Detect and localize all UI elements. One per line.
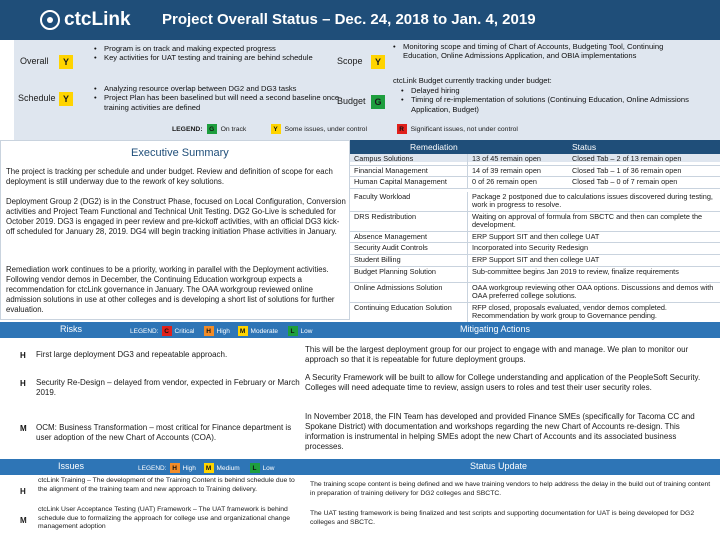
remediation-row — [350, 267, 720, 283]
risk-description: OCM: Business Transformation – most critical for Finance department is user adoption of the new Chart of Accounts (COA). — [36, 423, 292, 442]
remediation-status: RFP closed, proposals evaluated, vendor demos completed. Recommendation by work group to Governance pending. — [472, 302, 667, 320]
logo-text: ctcLink — [64, 9, 131, 30]
legend-text-critical: Critical — [174, 327, 195, 335]
remediation-status: ERP Support SIT and then college UAT — [472, 254, 600, 264]
remediation-item: DRS Redistribution — [350, 212, 468, 231]
schedule-bullet: • Analyzing resource overlap between DG2 and DG3 tasks — [94, 84, 344, 93]
legend-text-red: Significant issues, not under control — [410, 125, 518, 133]
legend-text-high: High — [182, 464, 196, 472]
budget-bullet: • Delayed hiring — [401, 86, 713, 95]
remediation-row — [350, 154, 720, 166]
legend-text-medium: Medium — [216, 464, 240, 472]
remediation-row — [350, 232, 720, 244]
risks-legend — [130, 326, 321, 336]
issue-level: M — [20, 516, 27, 525]
schedule-bullet: • Project Plan has been baselined but will need a second baseline once training activities are defined — [94, 93, 344, 112]
issue-status-update: The UAT testing framework is being finalized and test scripts and supporting documentation for UAT is being developed for DG2 colleges and SBCTC. — [310, 510, 695, 526]
risk-level: H — [20, 379, 26, 388]
remediation-heading: Remediation — [410, 142, 458, 152]
legend-text-yellow: Some issues, under control — [284, 125, 367, 133]
remediation-item: Budget Planning Solution — [350, 267, 468, 282]
executive-summary-heading: Executive Summary — [131, 147, 229, 159]
issues-legend — [138, 463, 283, 473]
remediation-item: Human Capital Management — [350, 177, 468, 188]
risks-bar — [0, 322, 720, 338]
legend-chip-low: L — [250, 463, 260, 473]
remediation-item: Campus Solutions — [350, 154, 468, 165]
remediation-status: Sub-committee begins Jan 2019 to review, finalize requirements — [472, 266, 679, 276]
legend-chip-moderate: M — [238, 326, 248, 336]
risks-heading: Risks — [60, 324, 82, 334]
executive-summary-paragraph: Deployment Group 2 (DG2) is in the Construct Phase, focused on Local Configuration, Conversion activities and Project Team Functional and Technical Unit Testing. DG2 Go-Live is scheduled for October 2019. DG3 is engaged in peer review and pre-kickoff activities, with an official DG3 kick-off scheduled for January 28, 2019. DG4 will begin tracking initiation Phase activities in January. — [6, 197, 346, 236]
schedule-row — [14, 84, 387, 124]
page-title: Project Overall Status – Dec. 24, 2018 to Jan. 4, 2019 — [162, 11, 536, 28]
risks-legend-label: LEGEND: — [130, 327, 159, 335]
status-legend — [172, 124, 518, 134]
risk-description: First large deployment DG3 and repeatable approach. — [36, 350, 228, 359]
legend-chip-red: R — [397, 124, 407, 134]
remediation-status: Closed Tab – 0 of 7 remain open — [572, 177, 678, 186]
risk-level: H — [20, 351, 26, 360]
remediation-status: ERP Support SIT and then college UAT — [472, 231, 600, 241]
remediation-item: Financial Management — [350, 166, 468, 177]
risk-level: M — [20, 424, 27, 433]
executive-summary-paragraph: Remediation work continues to be a priority, working in parallel with the Deployment activities. Following vendor demos in December, the Continuing Education workgroup expects a recommendation for ctcLink governance in January. The OAA workgroup reviewed online admission solutions in use at other colleges and is developing a short list of solutions for further evaluation. — [6, 265, 335, 314]
remediation-item: Absence Management — [350, 232, 468, 243]
scope-bullets — [393, 42, 683, 61]
remediation-row — [350, 243, 720, 255]
issue-level: H — [20, 487, 26, 496]
logo-icon — [40, 10, 60, 30]
legend-text-moderate: Moderate — [250, 327, 279, 335]
risk-description: Security Re-Design – delayed from vendor, expected in February or March 2019. — [36, 378, 300, 397]
scope-label: Scope — [337, 56, 363, 66]
status-update-heading: Status Update — [470, 461, 528, 471]
issue-status-update: The training scope content is being defined and we have training vendors to help address the delay in the build out of training content in preparation of training delivery for DG2 colleges and SBCTC. — [310, 481, 711, 497]
issue-description: ctcLink User Acceptance Testing (UAT) Framework – The UAT framework is behind schedule due to formalizing the approach for college use and organizational change management adoption — [38, 506, 291, 531]
mitigating-action: This will be the largest deployment group for our project to engage with and manage. We plan to monitor our approach so that it is repeatable for future deployment groups. — [305, 345, 689, 364]
budget-label: Budget — [337, 96, 366, 106]
scope-bullet: • Monitoring scope and timing of Chart of Accounts, Budgeting Tool, Continuing Education, Online Admissions Application, and OBIA implementations — [393, 42, 683, 61]
executive-summary — [0, 140, 350, 320]
legend-chip-medium: M — [204, 463, 214, 473]
remediation-item: Student Billing — [350, 255, 468, 266]
remediation-header — [350, 140, 720, 154]
overall-bullet: • Key activities for UAT testing and training are behind schedule — [94, 53, 344, 62]
legend-chip-yellow: Y — [271, 124, 281, 134]
budget-bullets — [401, 86, 713, 114]
executive-summary-paragraph: The project is tracking per schedule and under budget. Review and definition of scope for each deployment is still underway due to the rework of key solutions. — [6, 167, 333, 186]
legend-text-low: Low — [262, 464, 275, 472]
issue-description: ctcLink Training – The development of the Training Content is behind schedule due to the alignment of the training team and new approach to Training delivery. — [38, 477, 295, 493]
overall-bullets — [94, 44, 344, 63]
legend-text-green: On track — [220, 125, 247, 133]
mitigating-heading: Mitigating Actions — [460, 324, 531, 334]
remediation-row — [350, 303, 720, 323]
remediation-count: 0 of 26 remain open — [472, 177, 537, 186]
overall-row — [14, 44, 387, 84]
schedule-bullets — [94, 84, 344, 112]
legend-chip-high: H — [204, 326, 214, 336]
budget-bullet: • Timing of re-implementation of solutions (Continuing Education, Online Admissions Application, Budget) — [401, 95, 713, 114]
remediation-status: Package 2 postponed due to calculations issues discovered during testing, work in progress to resolve. — [472, 191, 713, 209]
remediation-row — [350, 212, 720, 232]
mitigating-action: A Security Framework will be built to allow for College understanding and application of the PeopleSoft Security. Colleges will need adequate time to review, assign users to roles and test their user security roles. — [305, 373, 701, 392]
remediation-count: 14 of 39 remain open — [472, 165, 541, 175]
remediation-item: Security Audit Controls — [350, 243, 468, 254]
overall-label: Overall — [20, 56, 49, 66]
legend-chip-green: G — [207, 124, 217, 134]
issues-legend-label: LEGEND: — [138, 464, 167, 472]
remediation-row — [350, 192, 720, 212]
overall-status: Y — [59, 55, 73, 69]
remediation-status: Incorporated into Security Redesign — [472, 243, 589, 252]
legend-chip-critical: C — [162, 326, 172, 336]
remediation-row — [350, 177, 720, 189]
remediation-count: 13 of 45 remain open — [472, 154, 541, 163]
title-bar — [0, 0, 720, 40]
schedule-status: Y — [59, 92, 73, 106]
remediation-row — [350, 255, 720, 267]
budget-status: G — [371, 95, 385, 109]
legend-text-high: High — [216, 327, 230, 335]
overall-bullet: • Program is on track and making expected progress — [94, 44, 344, 53]
scope-status: Y — [371, 55, 385, 69]
remediation-status: OAA workgroup reviewing other OAA options. Discussions and demos with OAA preferred college solutions. — [472, 282, 714, 300]
schedule-label: Schedule — [18, 93, 56, 103]
ctclink-logo — [40, 9, 131, 31]
budget-intro: ctcLink Budget currently tracking under budget: — [393, 76, 552, 85]
issues-bar — [0, 459, 720, 475]
remediation-status: Closed Tab – 2 of 13 remain open — [572, 154, 682, 163]
remediation-status: Closed Tab – 1 of 36 remain open — [572, 165, 682, 175]
legend-text-low: Low — [300, 327, 313, 335]
status-legend-label: LEGEND: — [172, 125, 203, 133]
issues-heading: Issues — [58, 461, 85, 471]
remediation-item: Continuing Education Solution — [350, 303, 468, 322]
legend-chip-high: H — [170, 463, 180, 473]
remediation-item: Online Admissions Solution — [350, 283, 468, 302]
remediation-row — [350, 166, 720, 178]
remediation-table — [350, 154, 720, 323]
mitigating-action: In November 2018, the FIN Team has developed and provided Finance SMEs (specifically for Tacoma CC and Spokane District) with documentation and workshops regarding the new Chart of Accounts re-design. This information is instrumental in helping SMEs adopt the new Chart of Accounts and its associated business processes. — [305, 412, 695, 451]
remediation-item: Faculty Workload — [350, 192, 468, 211]
remediation-row — [350, 283, 720, 303]
remediation-status-heading: Status — [572, 142, 597, 152]
remediation-status: Waiting on approval of formula from SBCTC and then can complete the development. — [472, 211, 703, 229]
legend-chip-low: L — [288, 326, 298, 336]
